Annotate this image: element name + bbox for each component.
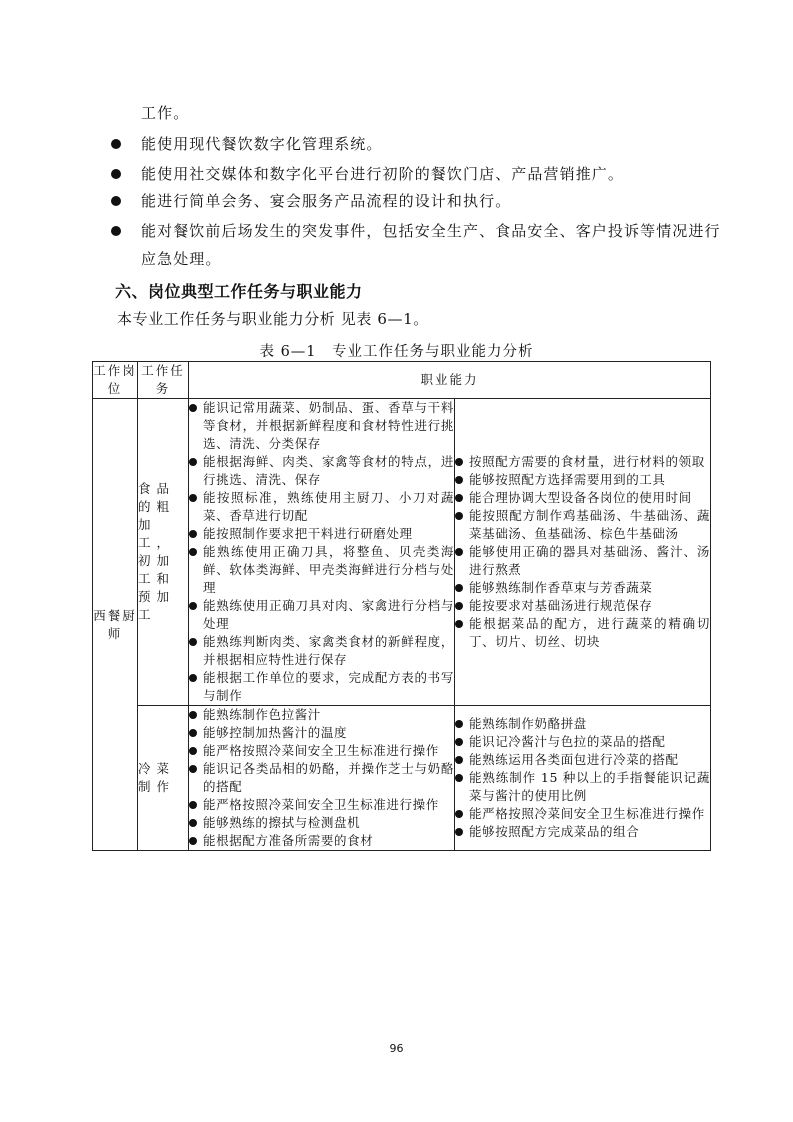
- header-ability: 职业能力: [189, 362, 711, 399]
- ability-cell-right: [455, 706, 711, 851]
- intro-line-3: 能进行简单会务、宴会服务产品流程的设计和执行。: [141, 192, 512, 210]
- list-item: 能识记常用蔬菜、奶制品、蛋、香草与干料等食材，并根据新鲜程度和食材特性进行挑选、清洗、分类保存: [189, 399, 454, 453]
- section-intro: 本专业工作任务与职业能力分析 见表 6—1。: [117, 310, 429, 328]
- list-item: 能根据菜品的配方，进行蔬菜的精确切丁、切片、切丝、切块: [455, 615, 710, 651]
- list-item: 能按要求对基础汤进行规范保存: [455, 597, 710, 615]
- list-item: 能根据配方准备所需要的食材: [189, 832, 454, 850]
- section-heading: 六、岗位典型工作任务与职业能力: [115, 282, 363, 301]
- list-item: 能识记各类品相的奶酪，并操作芝士与奶酪的搭配: [189, 760, 454, 796]
- list-item: 能够控制加热酱汁的温度: [189, 724, 454, 742]
- bullet-icon: [111, 226, 121, 236]
- list-item: 能按照标准，熟练使用主厨刀、小刀对蔬菜、香草进行切配: [189, 489, 454, 525]
- task-cell: 冷菜制作: [138, 706, 189, 851]
- table-caption: 表 6—1 专业工作任务与职业能力分析: [259, 344, 534, 360]
- list-item: 能熟练使用正确刀具对肉、家禽进行分档与处理: [189, 597, 454, 633]
- ability-cell-left: [189, 706, 455, 851]
- list-item: 能严格按照冷菜间安全卫生标准进行操作: [189, 796, 454, 814]
- list-item: 能按照配方制作鸡基础汤、牛基础汤、蔬菜基础汤、鱼基础汤、棕色牛基础汤: [455, 507, 710, 543]
- list-item: 能严格按照冷菜间安全卫生标准进行操作: [455, 805, 710, 823]
- list-item: 能熟练使用正确刀具，将整鱼、贝壳类海鲜、软体类海鲜、甲壳类海鲜进行分档与处理: [189, 543, 454, 597]
- list-item: 能够按照配方完成菜品的组合: [455, 823, 710, 841]
- post-cell: 西餐厨师: [93, 399, 138, 851]
- list-item: 能按照制作要求把干料进行研磨处理: [189, 525, 454, 543]
- intro-line-1: 能使用现代餐饮数字化管理系统。: [141, 135, 383, 153]
- list-item: 能够熟练的擦拭与检测盘机: [189, 814, 454, 832]
- list-item: 能熟练判断肉类、家禽类食材的新鲜程度，并根据相应特性进行保存: [189, 633, 454, 669]
- bullet-icon: [111, 169, 121, 179]
- intro-line-0: 工作。: [141, 104, 190, 122]
- list-item: 能够使用正确的器具对基础汤、酱汁、汤进行熬煮: [455, 543, 710, 579]
- ability-cell-right: [455, 399, 711, 706]
- list-item: 能够按照配方选择需要用到的工具: [455, 471, 710, 489]
- list-item: 能根据工作单位的要求，完成配方表的书写与制作: [189, 669, 454, 705]
- header-task: 工作任务: [138, 362, 189, 399]
- list-item: 按照配方需要的食材量，进行材料的领取: [455, 453, 710, 471]
- table-row: [93, 399, 711, 706]
- page-number: 96: [389, 1042, 404, 1055]
- list-item: 能根据海鲜、肉类、家禽等食材的特点，进行挑选、清洗、保存: [189, 453, 454, 489]
- bullet-icon: [111, 196, 121, 206]
- list-item: 能熟练运用各类面包进行冷菜的搭配: [455, 751, 710, 769]
- bullet-icon: [111, 139, 121, 149]
- list-item: 能够熟练制作香草束与芳香蔬菜: [455, 579, 710, 597]
- header-post: 工作岗位: [93, 362, 138, 399]
- task-cell: 食品的粗加工，初加工和预加工: [138, 399, 189, 706]
- intro-line-5: 应急处理。: [141, 250, 222, 268]
- list-item: 能熟练制作 15 种以上的手指餐能识记蔬菜与酱汁的使用比例: [455, 769, 710, 805]
- intro-line-4: 能对餐饮前后场发生的突发事件，包括安全生产、食品安全、客户投诉等情况进行: [141, 222, 721, 240]
- list-item: 能合理协调大型设备各岗位的使用时间: [455, 489, 710, 507]
- list-item: 能熟练制作色拉酱汁: [189, 706, 454, 724]
- table-row: [93, 706, 711, 851]
- list-item: 能识记冷酱汁与色拉的菜品的搭配: [455, 733, 710, 751]
- ability-cell-left: [189, 399, 455, 706]
- intro-line-2: 能使用社交媒体和数字化平台进行初阶的餐饮门店、产品营销推广。: [141, 165, 625, 183]
- ability-table: [92, 361, 711, 851]
- list-item: 能严格按照冷菜间安全卫生标准进行操作: [189, 742, 454, 760]
- list-item: 能熟练制作奶酪拼盘: [455, 715, 710, 733]
